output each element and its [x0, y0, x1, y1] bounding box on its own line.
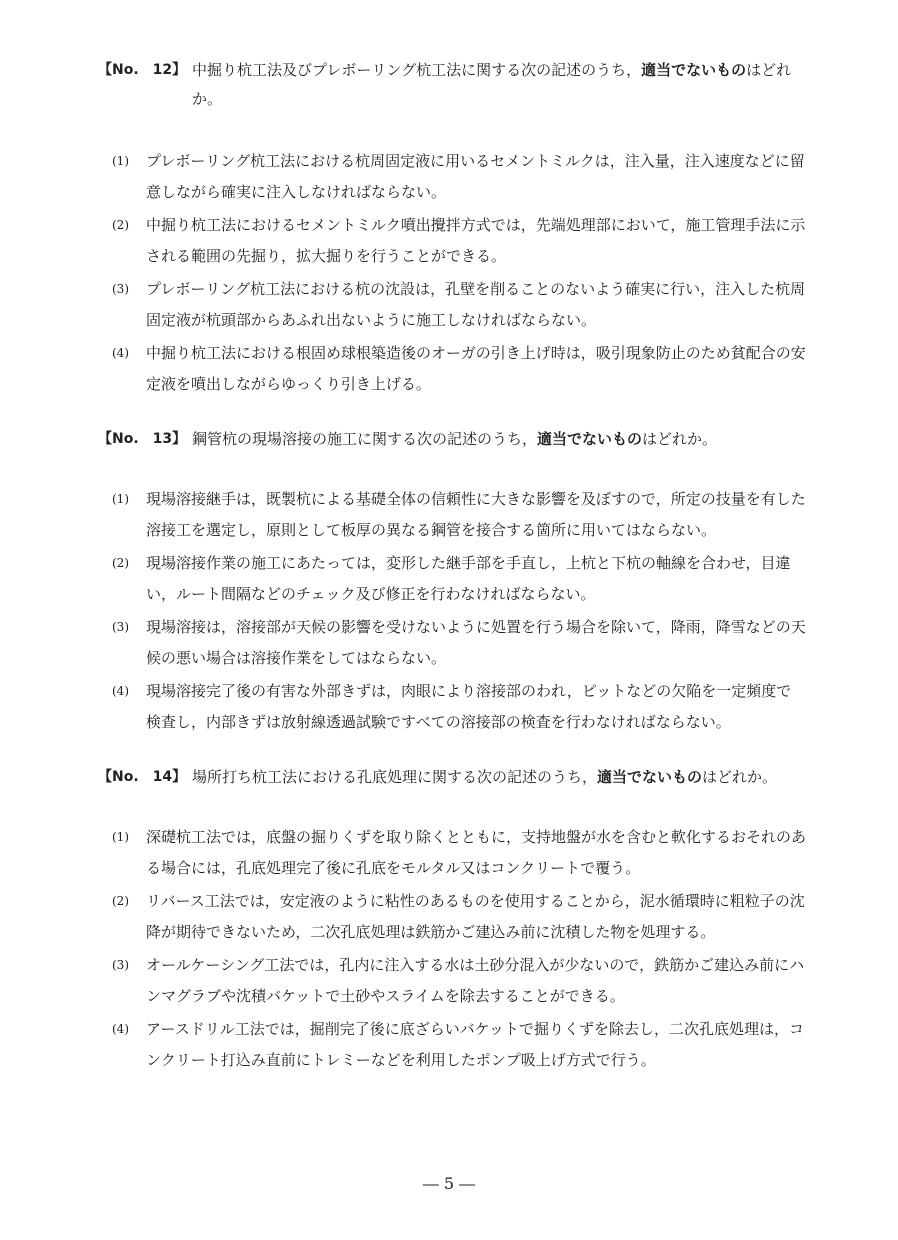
question-text: 中掘り杭工法及びプレボーリング杭工法に関する次の記述のうち，適当でないものはどれか。 — [192, 61, 792, 108]
option-item — [0, 676, 898, 740]
option-number: (2) — [112, 218, 129, 232]
option-item — [0, 1014, 898, 1078]
option-text: 現場溶接作業の施工にあたっては，変形した継手部を手直し，上杭と下杭の軸線を合わせ，目違い，ルート間隔などのチェック及び修正を行わなければならない。 — [146, 554, 791, 603]
option-number: (3) — [112, 958, 129, 972]
option-number: (3) — [112, 282, 129, 296]
options-12 — [0, 146, 898, 402]
option-item — [0, 950, 898, 1014]
option-text: 現場溶接継手は，既製杭による基礎全体の信頼性に大きな影響を及ぼすので，所定の技量を有した溶接工を選定し，原則として板厚の異なる鋼管を接合する箇所に用いてはならない。 — [146, 490, 806, 539]
emphasis-text: 適当でないもの — [537, 430, 643, 448]
option-text: プレボーリング杭工法における杭の沈設は，孔壁を削ることのないよう確実に行い，注入した杭周固定液が杭頭部からあふれ出ないように施工しなければならない。 — [146, 280, 806, 329]
option-item — [0, 822, 898, 886]
option-item — [0, 886, 898, 950]
options-14 — [0, 822, 898, 1078]
option-number: (4) — [112, 684, 129, 698]
option-text: オールケーシング工法では，孔内に注入する水は土砂分混入が少ないので，鉄筋かご建込み前にハンマグラブや沈積バケットで土砂やスライムを除去することができる。 — [146, 956, 805, 1005]
option-item — [0, 338, 898, 402]
question-number: 【No. 14】 — [98, 769, 187, 785]
question-number: 【No. 12】 — [98, 62, 187, 78]
option-text: プレボーリング杭工法における杭周固定液に用いるセメントミルクは，注入量，注入速度などに留意しながら確実に注入しなければならない。 — [146, 152, 805, 201]
question-header — [0, 425, 898, 489]
option-text: リバース工法では，安定液のように粘性のあるものを使用することから，泥水循環時に粗粒子の沈降が期待できないため，二次孔底処理は鉄筋かご建込み前に沈積した物を処理する。 — [146, 892, 805, 941]
option-item — [0, 612, 898, 676]
option-number: (4) — [112, 346, 129, 360]
option-number: (2) — [112, 894, 129, 908]
option-number: (4) — [112, 1022, 129, 1036]
option-number: (1) — [112, 154, 129, 168]
options-13 — [0, 484, 898, 740]
option-item — [0, 548, 898, 612]
question-text: 場所打ち杭工法における孔底処理に関する次の記述のうち，適当でないものはどれか。 — [192, 768, 778, 786]
option-number: (1) — [112, 830, 129, 844]
question-header — [0, 763, 898, 827]
page-number: ― 5 ― — [422, 1174, 476, 1193]
option-text: 深礎杭工法では，底盤の掘りくずを取り除くとともに，支持地盤が水を含むと軟化するおそれのある場合には，孔底処理完了後に孔底をモルタル又はコンクリートで覆う。 — [146, 828, 807, 877]
question-number: 【No. 13】 — [98, 431, 187, 447]
question-13 — [0, 425, 898, 489]
option-text: アースドリル工法では，掘削完了後に底ざらいバケットで掘りくずを除去し，二次孔底処理は，コンクリート打込み直前にトレミーなどを利用したポンプ吸上げ方式で行う。 — [146, 1020, 805, 1069]
option-item — [0, 274, 898, 338]
question-14 — [0, 763, 898, 827]
question-12 — [0, 56, 898, 120]
option-text: 現場溶接は，溶接部が天候の影響を受けないように処置を行う場合を除いて，降雨，降雪などの天候の悪い場合は溶接作業をしてはならない。 — [146, 618, 806, 667]
emphasis-text: 適当でないもの — [597, 768, 703, 786]
option-number: (3) — [112, 620, 129, 634]
emphasis-text: 適当でないもの — [641, 61, 747, 79]
option-text: 中掘り杭工法における根固め球根築造後のオーガの引き上げ時は，吸引現象防止のため貧配合の安定液を噴出しながらゆっくり引き上げる。 — [146, 344, 806, 393]
option-text: 中掘り杭工法におけるセメントミルク噴出攪拌方式では，先端処理部において，施工管理手法に示される範囲の先掘り，拡大掘りを行うことができる。 — [146, 216, 806, 265]
option-item — [0, 146, 898, 210]
option-item — [0, 210, 898, 274]
question-text: 鋼管杭の現場溶接の施工に関する次の記述のうち，適当でないものはどれか。 — [192, 430, 718, 448]
option-text: 現場溶接完了後の有害な外部きずは，肉眼により溶接部のわれ，ピットなどの欠陥を一定頻度で検査し，内部きずは放射線透過試験ですべての溶接部の検査を行わなければならない。 — [146, 682, 792, 731]
option-number: (1) — [112, 492, 129, 506]
option-item — [0, 484, 898, 548]
option-number: (2) — [112, 556, 129, 570]
question-header — [0, 56, 898, 120]
